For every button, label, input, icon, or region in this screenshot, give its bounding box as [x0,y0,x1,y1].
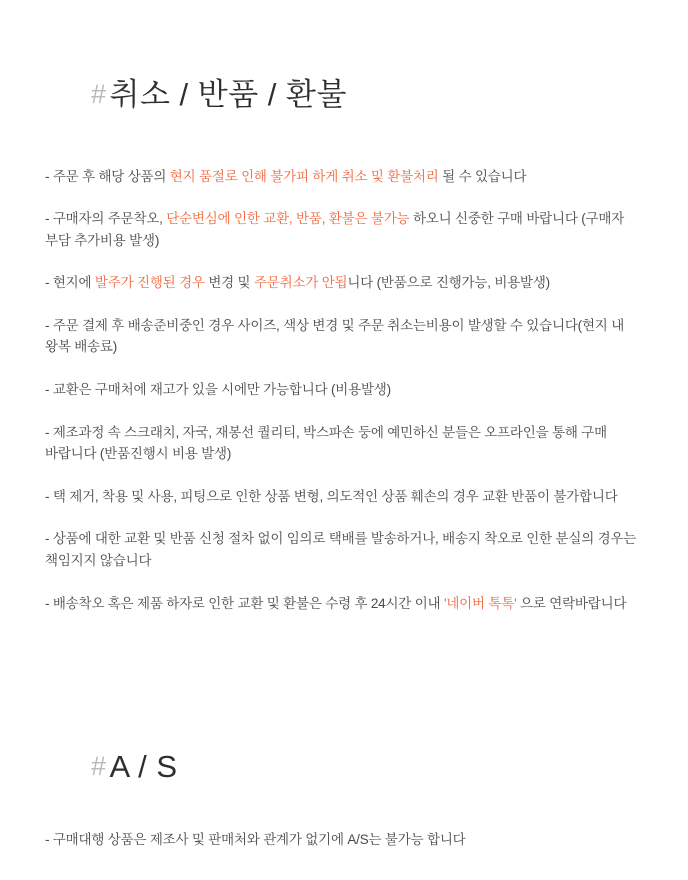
note-item [45,486,649,508]
note-text: - 구매대행 상품은 제조사 및 판매처와 관계가 없기에 A/S는 불가능 합니다 [45,831,466,847]
note-highlight-text: 단순변심에 인한 교환, 반품, 환불은 불가능 [166,211,410,227]
notes-list-cancel-return-refund [45,152,649,614]
note-item [45,379,649,401]
note-highlight-text: 발주가 진행된 경우 [94,275,205,291]
note-text: - 주문 후 해당 상품의 [45,168,170,184]
note-text: - 구매자의 주문착오, [45,211,167,227]
note-item [45,829,649,851]
notes-list-after-service [45,815,649,850]
note-text: - 택 제거, 착용 및 사용, 피팅으로 인한 상품 변형, 의도적인 상품 훼손의 경우 교환 반품이 불가합니다 [45,488,618,504]
section-title-cancel-return-refund [91,76,347,113]
hash-icon: # [91,751,107,781]
note-text: 으로 연락바랍니다 [516,595,627,611]
note-item [45,593,649,615]
note-text: - 제조과정 속 스크래치, 자국, 재봉선 퀄리티, 박스파손 둥에 예민하신 분들은 오프라인을 통해 구매 바랍니다 (반품진행시 비용 발생) [45,424,607,462]
section-title-text: 취소 / 반품 / 환불 [109,77,347,112]
note-text: - 주문 결제 후 배송준비중인 경우 사이즈, 색상 변경 및 주문 취소는비용이 발생할 수 있습니다(현지 내 왕복 배송료) [45,317,625,355]
note-text: - 교환은 구매처에 재고가 있을 시에만 가능합니다 (비용발생) [45,382,391,398]
note-item [45,315,649,358]
note-text: - 현지에 [45,275,95,291]
note-text: 변경 및 [204,275,254,291]
note-item [45,422,649,465]
hash-icon: # [91,79,107,109]
note-item [45,208,649,251]
note-item [45,528,649,571]
note-item [45,166,649,188]
note-text: 하오니 신중한 구매 바랍니다 (구매자 부담 추가비용 발생) [45,211,625,248]
note-text: 니다 (반품으로 진행가능, 비용발생) [347,275,550,291]
section-title-after-service [91,748,178,785]
section-title-text: A / S [109,749,178,784]
note-highlight-text: 현지 품절로 인해 불가피 하게 취소 및 환불처리 [169,168,439,184]
note-highlight-text: '네이버 톡톡' [443,595,517,611]
note-item [45,272,649,294]
note-highlight-text: 주문취소가 안됩 [253,275,348,291]
note-text: - 배송착오 혹은 제품 하자로 인한 교환 및 환불은 수령 후 24시간 이내 [45,595,444,611]
note-text: 될 수 있습니다 [438,168,527,184]
note-text: - 상품에 대한 교환 및 반품 신청 절차 없이 임의로 택배를 발송하거나, 배송지 착오로 인한 분실의 경우는 책임지지 않습니다 [45,531,637,569]
